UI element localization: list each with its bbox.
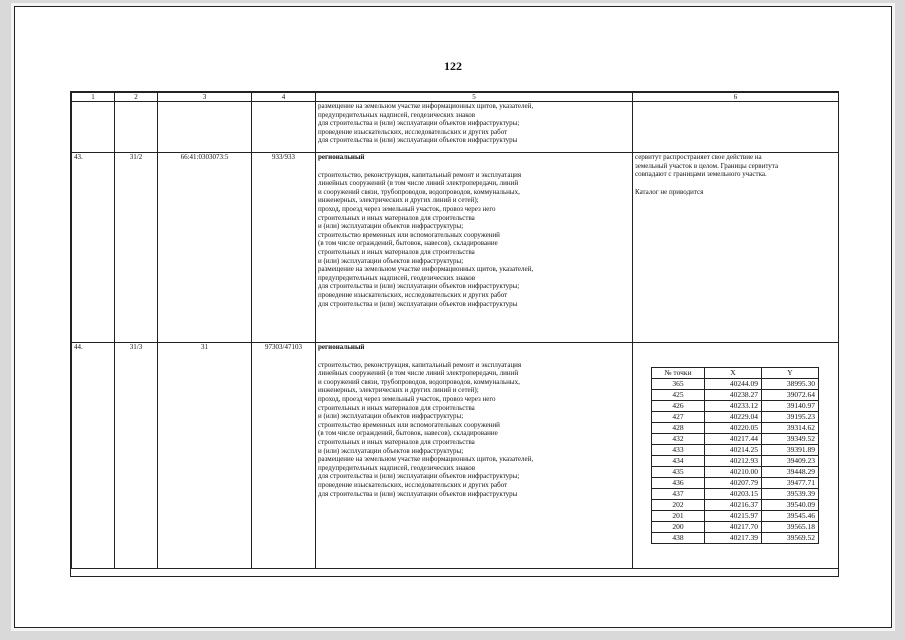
y-coordinate: 39545.46 xyxy=(762,511,819,522)
coord-header: X xyxy=(705,368,762,379)
coordinate-row xyxy=(652,533,819,544)
x-coordinate: 40220.05 xyxy=(705,423,762,434)
text-line: строительство временных или вспомогательных сооружений xyxy=(318,230,500,239)
text-line: (в том числе ограждений, бытовок, навесов), складирование xyxy=(318,239,498,248)
coordinate-row xyxy=(652,445,819,456)
text-line: инженерных, электрических и других линий и сетей); xyxy=(318,386,479,395)
point-number: 201 xyxy=(652,511,705,522)
y-coordinate: 39349.52 xyxy=(762,434,819,445)
y-coordinate: 39539.39 xyxy=(762,489,819,500)
point-number: 435 xyxy=(652,467,705,478)
page-number: 122 xyxy=(444,59,462,73)
purpose-cell xyxy=(316,153,633,343)
point-number: 425 xyxy=(652,390,705,401)
coordinate-row xyxy=(652,511,819,522)
area-value: 97303/47103 xyxy=(252,343,316,569)
column-header: 4 xyxy=(252,93,316,102)
servitude-code: 31/2 xyxy=(115,153,158,343)
point-number: 365 xyxy=(652,379,705,390)
point-number: 202 xyxy=(652,500,705,511)
text-line: строительство временных или вспомогательных сооружений xyxy=(318,420,500,429)
coordinate-row xyxy=(652,456,819,467)
text-line: для строительства и (или) эксплуатации объектов инфраструктуры; xyxy=(318,472,520,481)
x-coordinate: 40238.27 xyxy=(705,390,762,401)
point-number: 432 xyxy=(652,434,705,445)
text-line: строительных и иных материалов для строительства xyxy=(318,247,475,256)
text-line: и (или) эксплуатации объектов инфраструктуры; xyxy=(318,446,464,455)
category-label: региональный xyxy=(318,343,365,351)
text-line: проход, проезд через земельный участок, провоз через него xyxy=(318,394,496,403)
coord-header: Y xyxy=(762,368,819,379)
x-coordinate: 40207.79 xyxy=(705,478,762,489)
coordinate-row xyxy=(652,478,819,489)
column-header: 2 xyxy=(115,93,158,102)
y-coordinate: 38995.30 xyxy=(762,379,819,390)
cadastral-number: 66:41:0303073:5 xyxy=(158,153,252,343)
x-coordinate: 40203.15 xyxy=(705,489,762,500)
text-line: линейных сооружений (в том числе линий электропередачи, линий xyxy=(318,179,519,188)
y-coordinate: 39569.52 xyxy=(762,533,819,544)
text-line: для строительства и (или) эксплуатации объектов инфраструктуры xyxy=(318,489,518,498)
purpose-cell xyxy=(316,343,633,569)
text-line: линейных сооружений (в том числе линий электропередачи, линий xyxy=(318,369,519,378)
y-coordinate: 39072.64 xyxy=(762,390,819,401)
coordinate-row xyxy=(652,423,819,434)
x-coordinate: 40212.93 xyxy=(705,456,762,467)
text-line: инженерных, электрических и других линий и сетей); xyxy=(318,196,479,205)
text-line: для строительства и (или) эксплуатации объектов инфраструктуры xyxy=(318,136,518,145)
column-header: 3 xyxy=(158,93,252,102)
coordinate-row xyxy=(652,500,819,511)
point-number: 434 xyxy=(652,456,705,467)
text-line: проведение изыскательских, исследовательских и других работ xyxy=(318,480,508,489)
point-number: 428 xyxy=(652,423,705,434)
text-line: предупредительных надписей, геодезических знаков xyxy=(318,463,476,472)
text-line: проведение изыскательских, исследовательских и других работ xyxy=(318,290,508,299)
text-line: предупредительных надписей, геодезических знаков xyxy=(318,110,476,119)
purpose-text xyxy=(318,171,630,309)
coordinate-row xyxy=(652,467,819,478)
point-number: 200 xyxy=(652,522,705,533)
text-line: строительство, реконструкция, капитальный ремонт и эксплуатация xyxy=(318,170,522,179)
purpose-cell xyxy=(316,102,633,153)
coordinate-row xyxy=(652,401,819,412)
text-line: и (или) эксплуатации объектов инфраструктуры; xyxy=(318,256,464,265)
text-line: сервитут распространяет свое действие на xyxy=(635,153,762,161)
text-line: проход, проезд через земельный участок, провоз через него xyxy=(318,204,496,213)
point-number: 436 xyxy=(652,478,705,489)
document-page xyxy=(14,6,892,628)
row-number: 43. xyxy=(72,153,115,343)
coordinate-row xyxy=(652,522,819,533)
x-coordinate: 40217.70 xyxy=(705,522,762,533)
point-number: 433 xyxy=(652,445,705,456)
y-coordinate: 39195.23 xyxy=(762,412,819,423)
coordinate-row xyxy=(652,434,819,445)
y-coordinate: 39448.29 xyxy=(762,467,819,478)
x-coordinate: 40215.97 xyxy=(705,511,762,522)
text-line: и (или) эксплуатации объектов инфраструктуры; xyxy=(318,412,464,421)
coordinates-table xyxy=(651,367,819,544)
catalog-note: Каталог не приводится xyxy=(635,187,704,196)
text-line: совпадают с границами земельного участка. xyxy=(635,170,767,179)
x-coordinate: 40217.39 xyxy=(705,533,762,544)
servitude-table-frame xyxy=(70,91,839,577)
y-coordinate: 39391.89 xyxy=(762,445,819,456)
text-line: строительство, реконструкция, капитальный ремонт и эксплуатация xyxy=(318,360,522,369)
x-coordinate: 40229.04 xyxy=(705,412,762,423)
coord-header: № точки xyxy=(652,368,705,379)
x-coordinate: 40214.25 xyxy=(705,445,762,456)
text-line: размещение на земельном участке информационных щитов, указателей, xyxy=(318,265,534,274)
y-coordinate: 39409.23 xyxy=(762,456,819,467)
notes-text xyxy=(635,153,836,179)
text-line: строительных и иных материалов для строительства xyxy=(318,437,475,446)
row-number: 44. xyxy=(72,343,115,569)
text-line: строительных и иных материалов для строительства xyxy=(318,403,475,412)
text-line: земельный участок в целом. Границы сервитута xyxy=(635,161,779,170)
y-coordinate: 39140.97 xyxy=(762,401,819,412)
text-line: и сооружений связи, трубопроводов, водопроводов, коммунальных, xyxy=(318,187,520,196)
x-coordinate: 40244.09 xyxy=(705,379,762,390)
point-number: 438 xyxy=(652,533,705,544)
text-line: и сооружений связи, трубопроводов, водопроводов, коммунальных, xyxy=(318,377,520,386)
text-line: и (или) эксплуатации объектов инфраструктуры; xyxy=(318,222,464,231)
coordinate-row xyxy=(652,489,819,500)
column-header: 5 xyxy=(316,93,633,102)
coordinate-row xyxy=(652,412,819,423)
text-line: для строительства и (или) эксплуатации объектов инфраструктуры xyxy=(318,299,518,308)
cadastral-number: 31 xyxy=(158,343,252,569)
y-coordinate: 39565.18 xyxy=(762,522,819,533)
x-coordinate: 40217.44 xyxy=(705,434,762,445)
y-coordinate: 39540.09 xyxy=(762,500,819,511)
text-line: предупредительных надписей, геодезических знаков xyxy=(318,273,476,282)
point-number: 427 xyxy=(652,412,705,423)
coordinate-row xyxy=(652,379,819,390)
purpose-text xyxy=(318,361,630,499)
category-label: региональный xyxy=(318,153,365,161)
point-number: 426 xyxy=(652,401,705,412)
column-header-row xyxy=(72,93,839,102)
x-coordinate: 40210.00 xyxy=(705,467,762,478)
x-coordinate: 40216.37 xyxy=(705,500,762,511)
column-header: 1 xyxy=(72,93,115,102)
x-coordinate: 40233.12 xyxy=(705,401,762,412)
coordinate-row xyxy=(652,390,819,401)
text-line: размещение на земельном участке информационных щитов, указателей, xyxy=(318,455,534,464)
column-header: 6 xyxy=(633,93,839,102)
table-row-43 xyxy=(72,153,839,343)
coordinates-header-row xyxy=(652,368,819,379)
text-line: (в том числе ограждений, бытовок, навесов), складирование xyxy=(318,429,498,438)
text-line: для строительства и (или) эксплуатации объектов инфраструктуры; xyxy=(318,119,520,128)
text-line: строительных и иных материалов для строительства xyxy=(318,213,475,222)
area-value: 933/933 xyxy=(252,153,316,343)
servitude-code: 31/3 xyxy=(115,343,158,569)
y-coordinate: 39314.62 xyxy=(762,423,819,434)
text-line: размещение на земельном участке информационных щитов, указателей, xyxy=(318,102,534,110)
text-line: для строительства и (или) эксплуатации объектов инфраструктуры; xyxy=(318,282,520,291)
point-number: 437 xyxy=(652,489,705,500)
notes-cell xyxy=(633,153,839,343)
y-coordinate: 39477.71 xyxy=(762,478,819,489)
text-line: проведение изыскательских, исследовательских и других работ xyxy=(318,127,508,136)
table-row-continued xyxy=(72,102,839,153)
